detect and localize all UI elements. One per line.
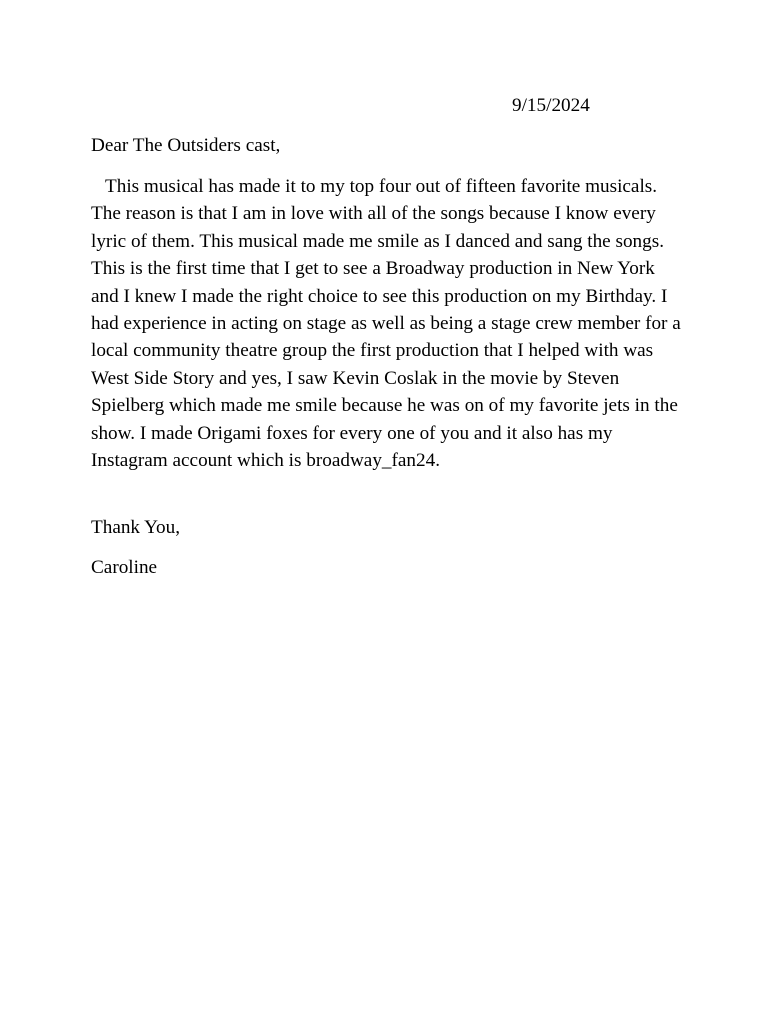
letter-closing: Thank You, xyxy=(91,517,181,538)
letter-body: This musical has made it to my top four out of fifteen favorite musicals. The reason is that I am in love with all of the songs because I know every lyric of them. This musical made me smile as I danced and sang the songs. This is the first time that I get to see a Broadway production in New York and I knew I made the right choice to see this production on my Birthday. I had experience in acting on stage as well as being a stage crew member for a local community theatre group the first production that I helped with was West Side Story and yes, I saw Kevin Coslak in the movie by Steven Spielberg which made me smile because he was on of my favorite jets in the show. I made Origami foxes for every one of you and it also has my Instagram account which is broadway_fan24. xyxy=(91,176,681,472)
letter-date: 9/15/2024 xyxy=(512,95,590,116)
letter-signature: Caroline xyxy=(91,557,158,578)
letter-greeting: Dear The Outsiders cast, xyxy=(91,135,281,156)
